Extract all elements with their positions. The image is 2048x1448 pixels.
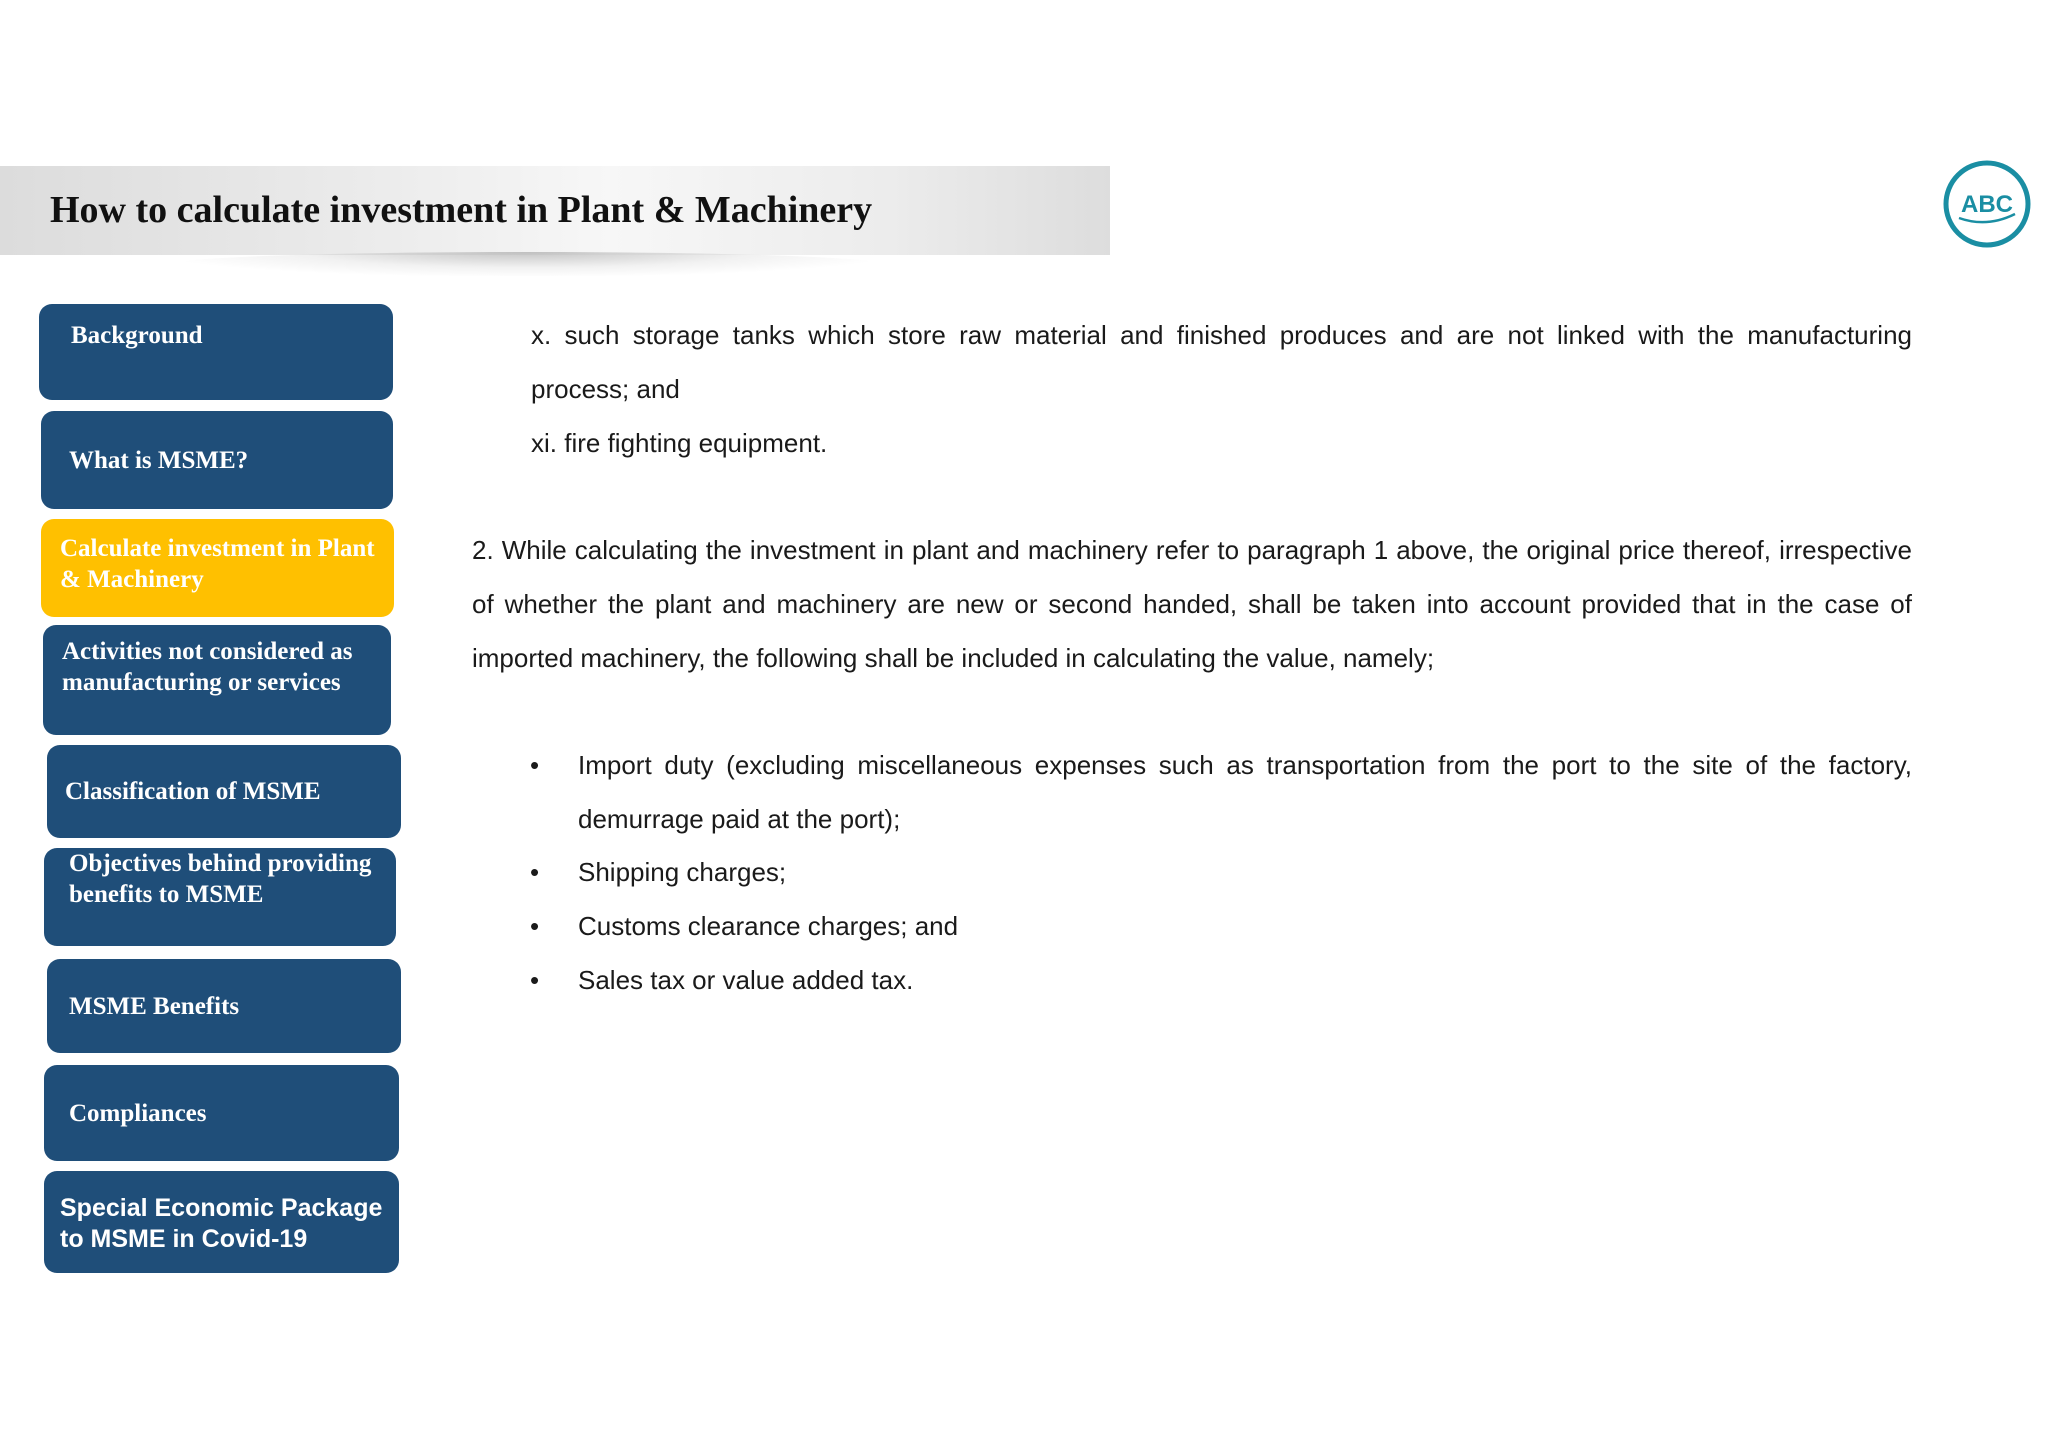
sidebar-item-classification[interactable] — [47, 745, 401, 838]
sidebar-item-calculate-investment[interactable] — [41, 519, 394, 617]
bullet-text: Import duty (excluding miscellaneous expenses such as transportation from the port to the site of the factory, demurrage paid at the port); — [578, 750, 1912, 834]
list-item-x: x. such storage tanks which store raw material and finished produces and are not linked with the manufacturing process; and — [531, 320, 1912, 404]
sidebar-item-label: Classification of MSME — [65, 778, 321, 805]
abc-logo-icon — [1943, 160, 2031, 248]
sidebar-item-background[interactable] — [39, 304, 393, 400]
bullet-icon: • — [530, 911, 540, 941]
sidebar-item-label: Compliances — [69, 1099, 207, 1127]
logo-text: ABC — [1961, 191, 2013, 218]
list-item — [530, 953, 1912, 1007]
sidebar-item-special-economic-package[interactable] — [44, 1171, 399, 1273]
sidebar-item-label: Background — [71, 322, 203, 349]
sidebar-item-objectives[interactable] — [44, 848, 396, 946]
title-shadow — [175, 252, 880, 276]
sidebar-item-what-is-msme[interactable] — [41, 411, 393, 509]
sidebar-item-label: What is MSME? — [69, 446, 249, 474]
sidebar-item-activities-not-considered[interactable] — [43, 625, 391, 735]
list-item-xi: xi. fire fighting equipment. — [531, 428, 828, 458]
list-item — [530, 845, 1912, 899]
sidebar-item-compliances[interactable] — [44, 1065, 399, 1161]
paragraph-2: 2. While calculating the investment in plant and machinery refer to paragraph 1 above, the original price thereof, irrespective of whether the plant and machinery are new or second handed, shall be taken into account provided that in the case of imported machinery, the following shall be included in calculating the value, namely; — [472, 535, 1912, 673]
bullet-text: Sales tax or value added tax. — [578, 965, 914, 995]
sidebar-item-label: Calculate investment in Plant & Machinery — [60, 535, 375, 593]
page-title: How to calculate investment in Plant & Machinery — [50, 189, 873, 231]
sidebar-item-label: Objectives behind providing benefits to MSME — [69, 850, 372, 908]
bullet-icon: • — [530, 965, 540, 995]
list-item — [530, 899, 1912, 953]
bullet-icon: • — [530, 857, 540, 887]
sidebar-item-label: Special Economic Package to MSME in Covid-19 — [60, 1194, 383, 1253]
sidebar-item-label: MSME Benefits — [69, 992, 240, 1020]
list-item — [530, 738, 1912, 846]
bullet-text: Shipping charges; — [578, 857, 787, 887]
bullet-icon: • — [530, 750, 540, 780]
sidebar-item-msme-benefits[interactable] — [47, 959, 401, 1053]
bullet-text: Customs clearance charges; and — [578, 911, 959, 941]
sidebar-item-label: Activities not considered as manufacturing or services — [62, 638, 353, 696]
